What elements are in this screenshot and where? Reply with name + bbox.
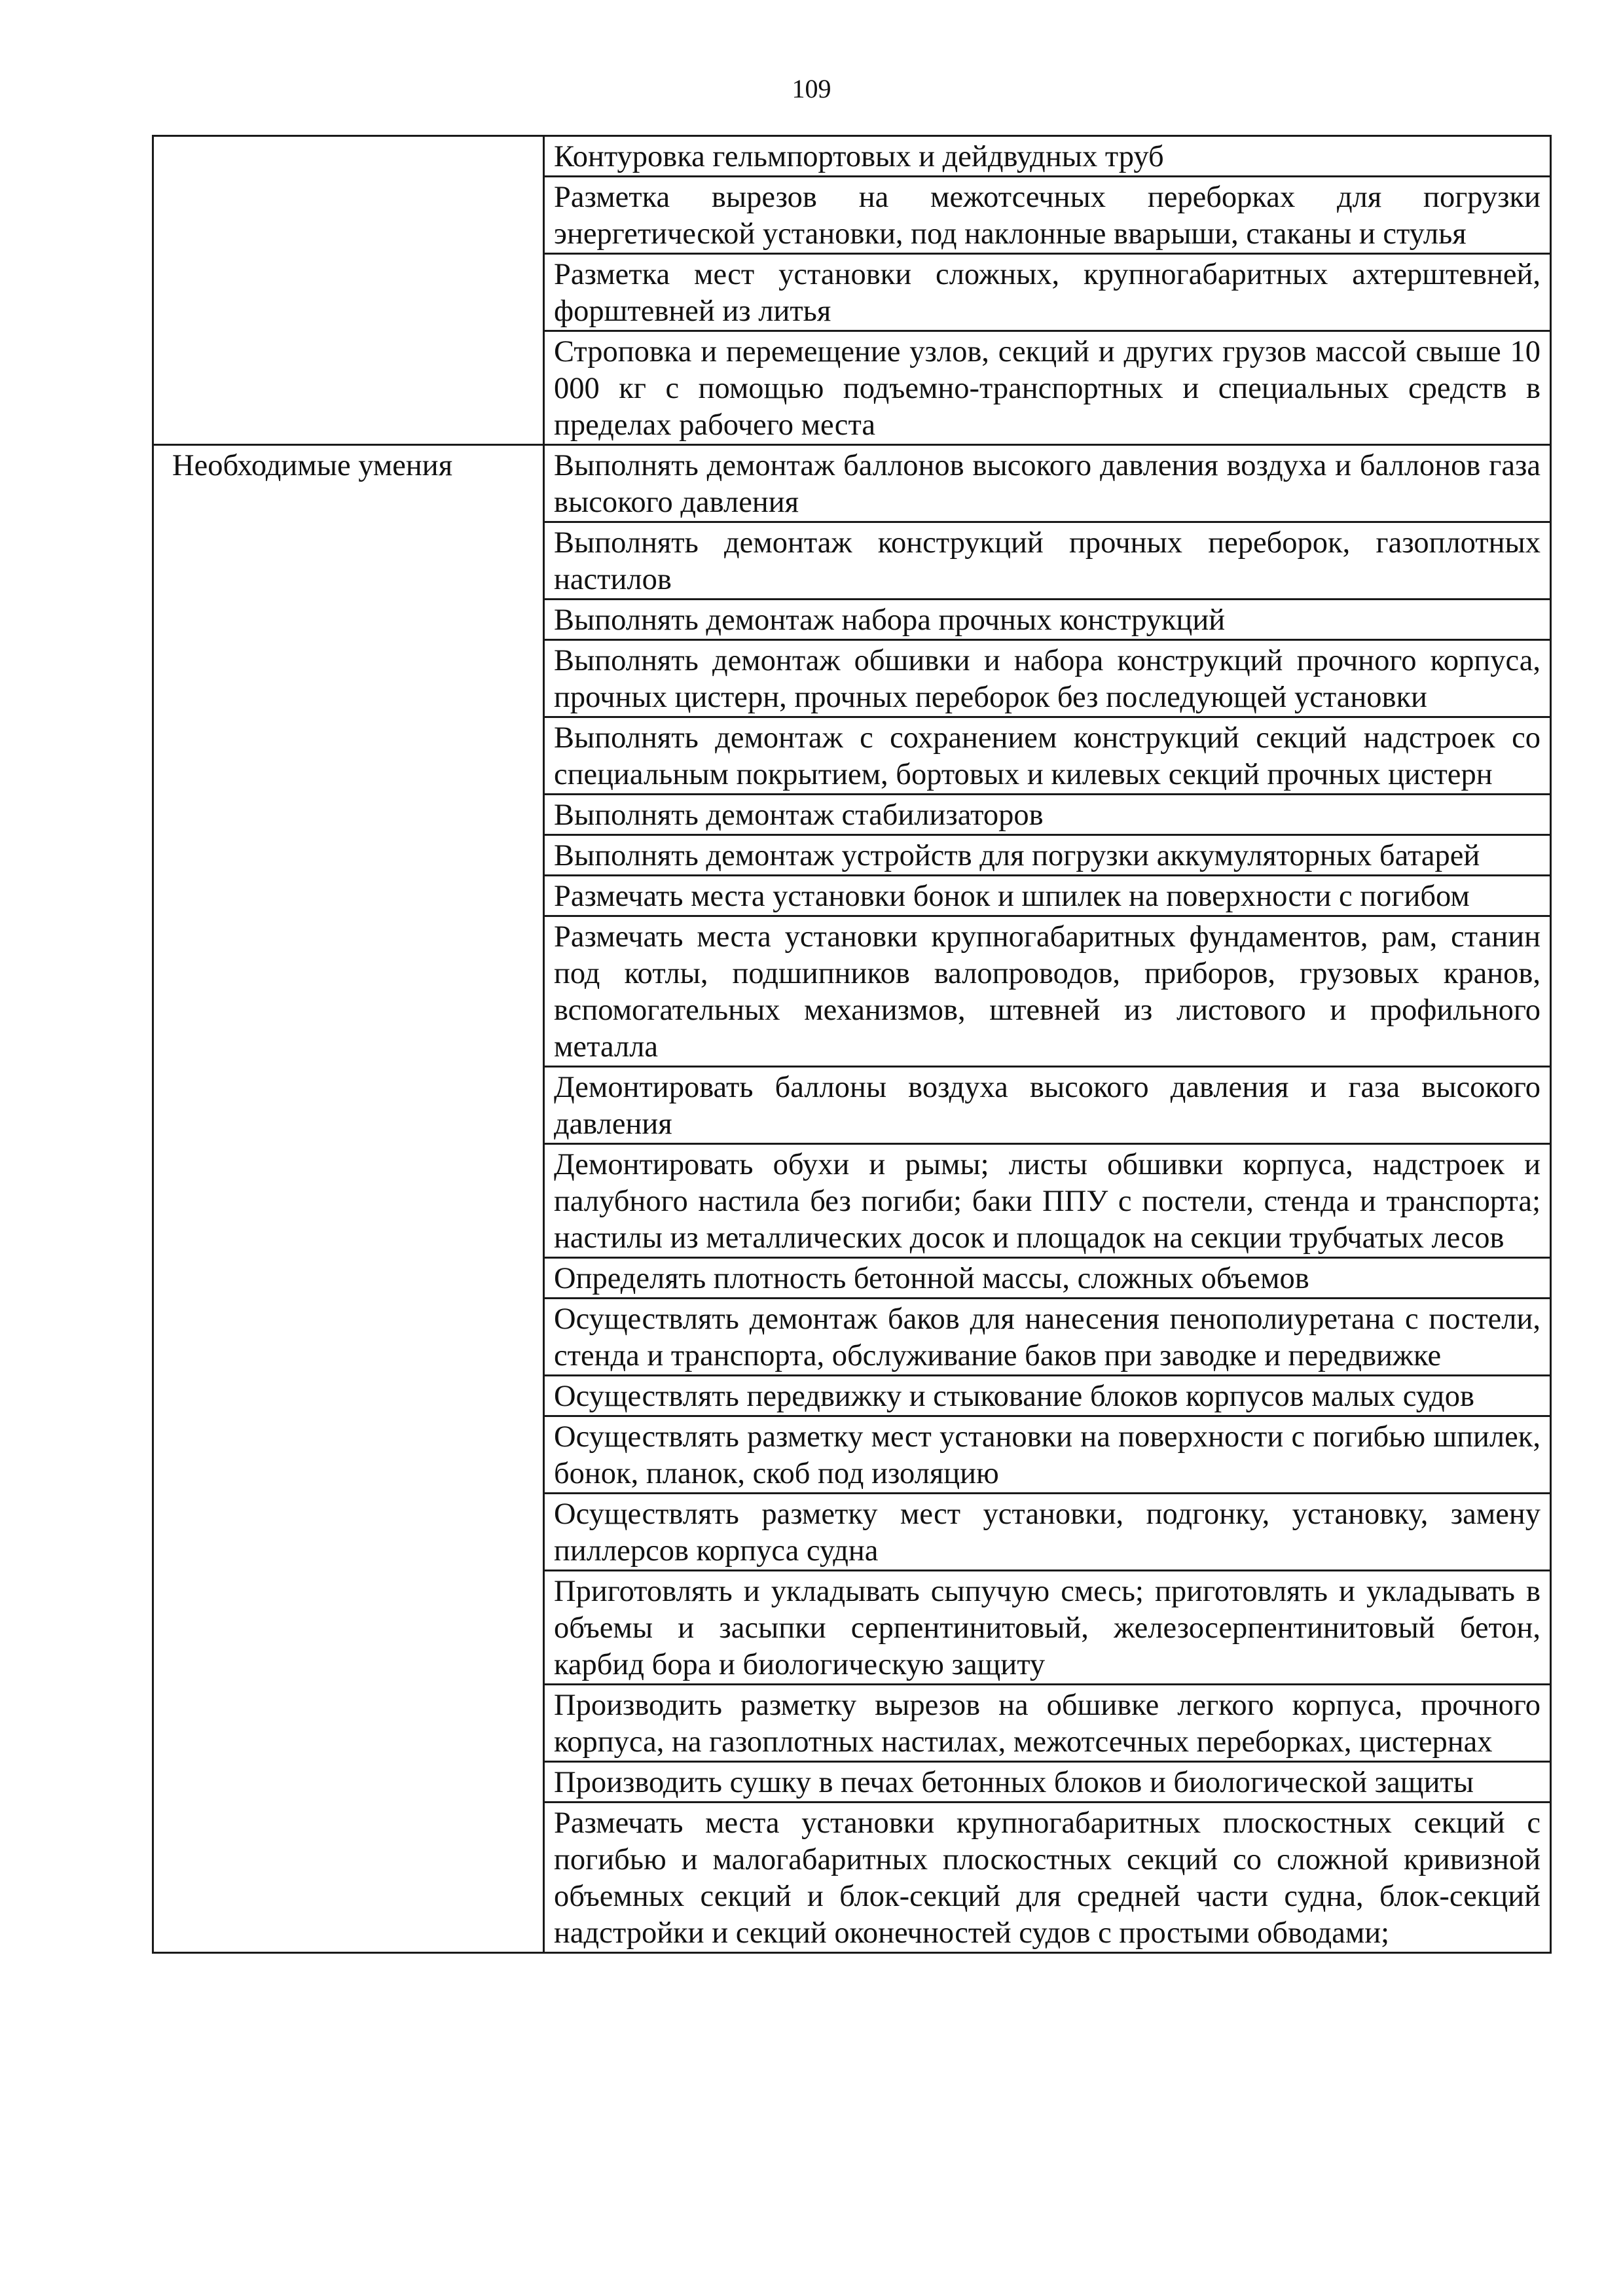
requirement-cell: Разметка мест установки сложных, крупногабаритных ахтерштевней, форштевней из литья [544, 254, 1551, 331]
table-row [153, 445, 1551, 522]
requirement-cell: Выполнять демонтаж обшивки и набора конструкций прочного корпуса, прочных цистерн, прочных переборок без последующей установки [544, 640, 1551, 717]
requirement-cell: Осуществлять разметку мест установки на поверхности с погибью шпилек, бонок, планок, скоб под изоляцию [544, 1416, 1551, 1494]
requirement-cell: Выполнять демонтаж конструкций прочных переборок, газоплотных настилов [544, 522, 1551, 600]
requirement-cell: Выполнять демонтаж набора прочных конструкций [544, 600, 1551, 640]
requirement-cell: Производить разметку вырезов на обшивке легкого корпуса, прочного корпуса, на газоплотных настилах, межотсечных переборках, цистернах [544, 1685, 1551, 1762]
requirement-cell: Размечать места установки крупногабаритных плоскостных секций с погибью и малогабаритных плоскостных секций со сложной кривизной объемных секций и блок-секций для средней части судна, блок-секций надстройки и секций оконечностей судов с простыми обводами; [544, 1803, 1551, 1953]
requirement-cell: Выполнять демонтаж баллонов высокого давления воздуха и баллонов газа высокого давления [544, 445, 1551, 522]
row-group-label: Необходимые умения [153, 445, 544, 1953]
requirement-cell: Производить сушку в печах бетонных блоков и биологической защиты [544, 1762, 1551, 1803]
requirement-cell: Осуществлять демонтаж баков для нанесения пенополиуретана с постели, стенда и транспорта, обслуживание баков при заводке и передвижке [544, 1299, 1551, 1376]
requirement-cell: Демонтировать баллоны воздуха высокого давления и газа высокого давления [544, 1067, 1551, 1144]
requirement-cell: Выполнять демонтаж с сохранением конструкций секций надстроек со специальным покрытием, бортовых и килевых секций прочных цистерн [544, 717, 1551, 795]
requirement-cell: Осуществлять разметку мест установки, подгонку, установку, замену пиллерсов корпуса судна [544, 1494, 1551, 1571]
requirement-cell: Осуществлять передвижку и стыкование блоков корпусов малых судов [544, 1376, 1551, 1416]
requirement-cell: Приготовлять и укладывать сыпучую смесь; приготовлять и укладывать в объемы и засыпки серпентинитовый, железосерпентинитовый бетон, карбид бора и биологическую защиту [544, 1571, 1551, 1685]
requirements-table [152, 135, 1552, 1954]
requirement-cell: Демонтировать обухи и рымы; листы обшивки корпуса, надстроек и палубного настила без погиби; баки ППУ с постели, стенда и транспорта; настилы из металлических досок и площадок на секции трубчатых лесов [544, 1144, 1551, 1258]
requirement-cell: Выполнять демонтаж устройств для погрузки аккумуляторных батарей [544, 835, 1551, 876]
requirement-cell: Контуровка гельмпортовых и дейдвудных труб [544, 136, 1551, 177]
requirement-cell: Размечать места установки бонок и шпилек на поверхности с погибом [544, 876, 1551, 916]
requirement-cell: Определять плотность бетонной массы, сложных объемов [544, 1258, 1551, 1299]
table-row [153, 136, 1551, 177]
table-body [153, 136, 1551, 1953]
requirement-cell: Размечать места установки крупногабаритных фундаментов, рам, станин под котлы, подшипников валопроводов, приборов, грузовых кранов, вспомогательных механизмов, штевней из листового и профильного металла [544, 916, 1551, 1067]
requirement-cell: Разметка вырезов на межотсечных переборках для погрузки энергетической установки, под наклонные вварыши, стаканы и стулья [544, 177, 1551, 254]
requirement-cell: Строповка и перемещение узлов, секций и других грузов массой свыше 10 000 кг с помощью подъемно-транспортных и специальных средств в пределах рабочего места [544, 331, 1551, 445]
page-number: 109 [792, 74, 831, 103]
row-group-label [153, 136, 544, 445]
requirement-cell: Выполнять демонтаж стабилизаторов [544, 795, 1551, 835]
